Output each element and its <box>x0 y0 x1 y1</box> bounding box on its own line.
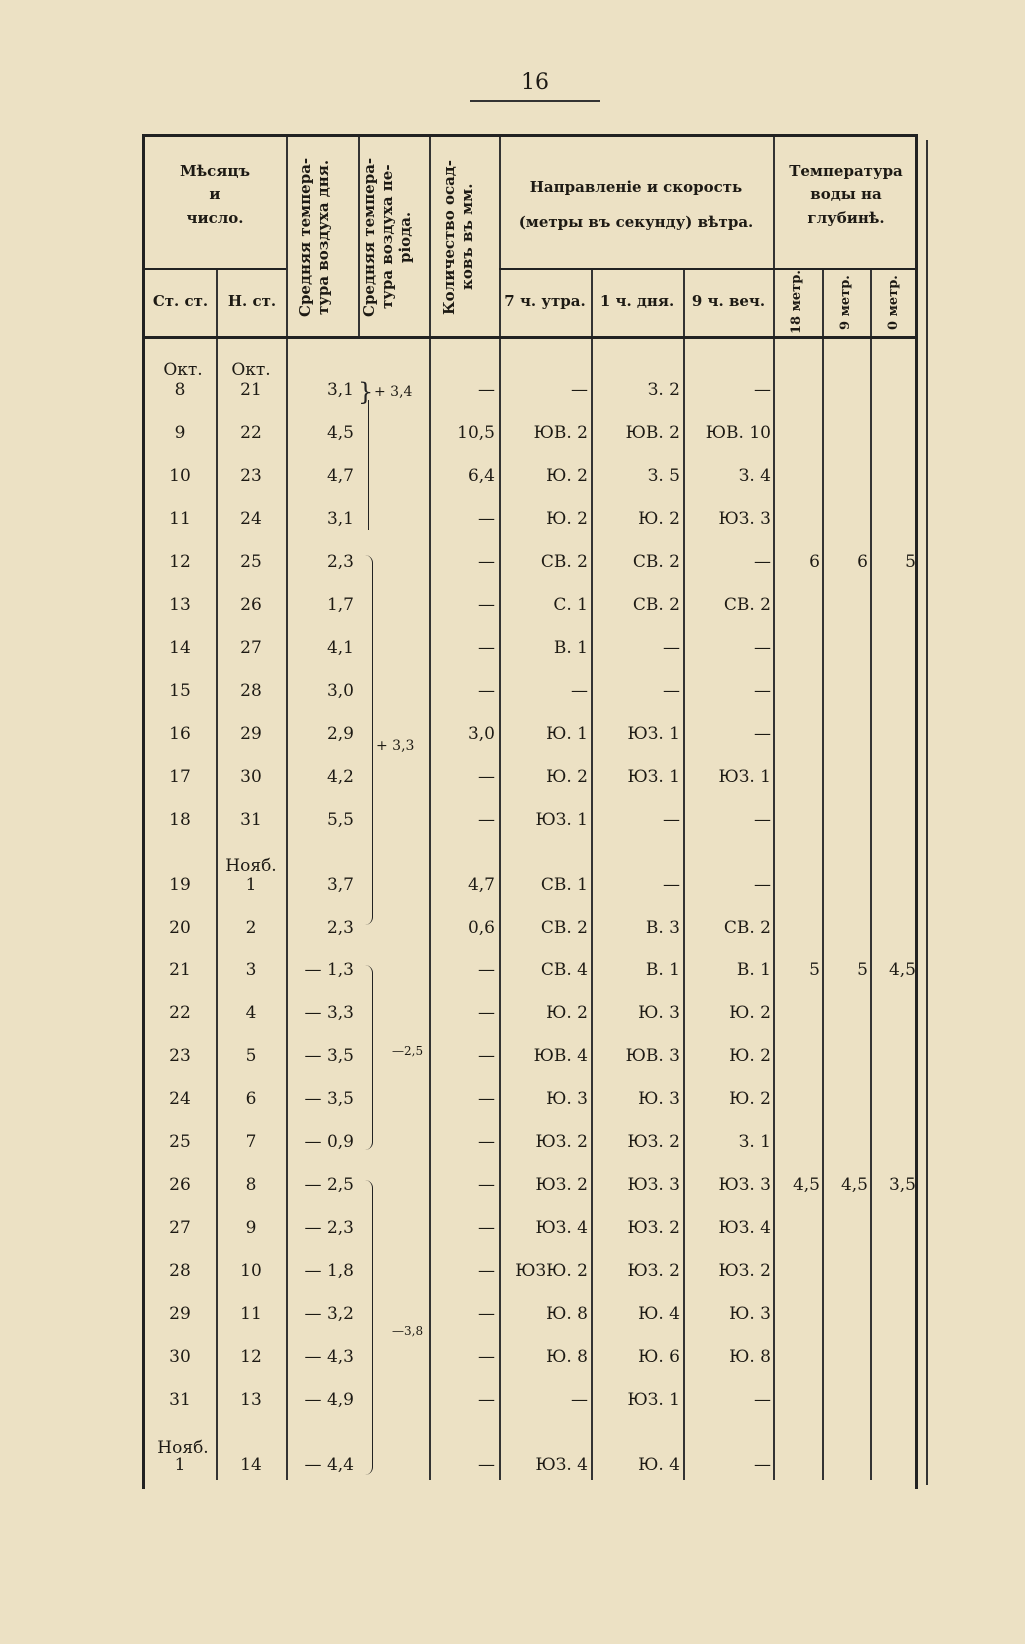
cell-wind-7: СВ. 4 <box>540 960 588 980</box>
cell-wind-1: З. 5 <box>647 466 680 486</box>
cell-old-day: 28 <box>169 1261 191 1281</box>
cell-depth-9: 5 <box>857 960 868 980</box>
cell-daily-temp: 5,5 <box>326 810 354 830</box>
cell-new-day: 14 <box>240 1455 262 1475</box>
cell-depth-18: 5 <box>809 960 820 980</box>
cell-wind-7: ЮЗЮ. 2 <box>515 1261 588 1281</box>
header-bottom-rule <box>142 336 918 339</box>
cell-daily-temp: 4,1 <box>326 638 354 658</box>
cell-precip: — <box>478 1218 495 1238</box>
cell-depth-18: 6 <box>809 552 820 572</box>
cell-daily-temp: — 2,5 <box>304 1175 354 1195</box>
cell-precip: — <box>478 509 495 529</box>
cell-old-day: 12 <box>169 552 191 572</box>
cell-wind-7: В. 1 <box>553 638 588 658</box>
cell-daily-temp: — 3,5 <box>304 1089 354 1109</box>
cell-old-day: 21 <box>169 960 191 980</box>
cell-precip: — <box>478 960 495 980</box>
cell-daily-temp: 3,1 <box>326 509 354 529</box>
cell-wind-7: Ю. 8 <box>546 1347 588 1367</box>
cell-old-day: 24 <box>169 1089 191 1109</box>
cell-new-day: 29 <box>240 724 262 744</box>
cell-wind-1: СВ. 2 <box>632 552 680 572</box>
cell-old-day: 26 <box>169 1175 191 1195</box>
page-number-rule <box>470 100 600 102</box>
cell-wind-7: — <box>571 1390 588 1410</box>
cell-wind-7: ЮЗ. 4 <box>535 1455 588 1475</box>
cell-daily-temp: 3,0 <box>326 681 354 701</box>
cell-wind-1: — <box>663 681 680 701</box>
cell-wind-9: — <box>754 1390 771 1410</box>
cell-old-day: 20 <box>169 918 191 938</box>
cell-daily-temp: — 1,3 <box>304 960 354 980</box>
cell-wind-9: — <box>754 1455 771 1475</box>
cell-wind-9: ЮЗ. 3 <box>718 1175 771 1195</box>
cell-new-day: 22 <box>240 423 262 443</box>
cell-daily-temp: 4,5 <box>326 423 354 443</box>
cell-wind-1: — <box>663 810 680 830</box>
cell-new-day: 3 <box>245 960 257 980</box>
cell-old-day: 31 <box>169 1390 191 1410</box>
month-label-old-oct: Окт. <box>163 360 203 380</box>
period-brace <box>356 1180 373 1475</box>
cell-precip: — <box>478 1089 495 1109</box>
cell-wind-9: Ю. 8 <box>729 1347 771 1367</box>
cell-daily-temp: — 3,2 <box>304 1304 354 1324</box>
header-old-style: Ст. ст. <box>152 292 209 310</box>
header-depth-0: 0 метр. <box>886 275 901 331</box>
cell-wind-9: ЮЗ. 4 <box>718 1218 771 1238</box>
cell-new-day: 6 <box>245 1089 257 1109</box>
cell-wind-1: ЮЗ. 2 <box>627 1261 680 1281</box>
month-label-new-oct: Окт. <box>231 360 271 380</box>
cell-wind-1: ЮЗ. 2 <box>627 1132 680 1152</box>
cell-wind-9: Ю. 2 <box>729 1003 771 1023</box>
cell-new-day: 25 <box>240 552 262 572</box>
cell-daily-temp: — 0,9 <box>304 1132 354 1152</box>
cell-wind-1: ЮВ. 3 <box>625 1046 680 1066</box>
cell-daily-temp: — 1,8 <box>304 1261 354 1281</box>
cell-wind-7: СВ. 2 <box>540 918 588 938</box>
cell-precip: 4,7 <box>467 875 495 895</box>
cell-wind-7: СВ. 1 <box>540 875 588 895</box>
header-depth-18: 18 метр. <box>789 270 804 334</box>
cell-depth-18: 4,5 <box>792 1175 820 1195</box>
col-line <box>822 268 824 1480</box>
cell-old-day: 23 <box>169 1046 191 1066</box>
cell-wind-9: СВ. 2 <box>723 918 771 938</box>
cell-wind-1: ЮВ. 2 <box>625 423 680 443</box>
cell-new-day: 10 <box>240 1261 262 1281</box>
cell-daily-temp: 3,7 <box>326 875 354 895</box>
cell-new-day: 13 <box>240 1390 262 1410</box>
cell-old-day: 27 <box>169 1218 191 1238</box>
cell-wind-9: — <box>754 638 771 658</box>
cell-wind-7: Ю. 1 <box>546 724 588 744</box>
cell-wind-9: ЮЗ. 3 <box>718 509 771 529</box>
period-brace <box>356 555 373 925</box>
period-average: + 3,4 <box>374 384 413 400</box>
header-subrule-wind <box>499 268 773 270</box>
cell-new-day: 27 <box>240 638 262 658</box>
cell-daily-temp: 2,3 <box>326 918 354 938</box>
header-wind: Направленіе и скорость (метры въ секунду) вѣтра. <box>518 178 754 231</box>
period-average: + 3,3 <box>376 738 415 754</box>
cell-wind-9: В. 1 <box>736 960 771 980</box>
cell-daily-temp: — 4,4 <box>304 1455 354 1475</box>
cell-precip: 3,0 <box>467 724 495 744</box>
period-brace <box>356 965 373 1150</box>
cell-wind-9: — <box>754 810 771 830</box>
cell-wind-9: Ю. 2 <box>729 1089 771 1109</box>
cell-new-day: 11 <box>240 1304 262 1324</box>
col-line <box>683 268 685 1480</box>
cell-new-day: 21 <box>240 380 262 400</box>
cell-wind-7: ЮЗ. 2 <box>535 1132 588 1152</box>
cell-wind-7: ЮВ. 4 <box>533 1046 588 1066</box>
cell-wind-1: ЮЗ. 2 <box>627 1218 680 1238</box>
cell-wind-7: Ю. 2 <box>546 1003 588 1023</box>
cell-wind-1: СВ. 2 <box>632 595 680 615</box>
cell-old-day: 15 <box>169 681 191 701</box>
cell-daily-temp: — 4,3 <box>304 1347 354 1367</box>
cell-wind-1: Ю. 3 <box>638 1089 680 1109</box>
cell-depth-0: 5 <box>905 552 916 572</box>
cell-wind-1: Ю. 3 <box>638 1003 680 1023</box>
cell-wind-9: ЮЗ. 1 <box>718 767 771 787</box>
cell-wind-1: Ю. 4 <box>638 1304 680 1324</box>
cell-old-day: 9 <box>174 423 186 443</box>
cell-precip: — <box>478 1175 495 1195</box>
cell-wind-7: Ю. 2 <box>546 466 588 486</box>
cell-daily-temp: 2,3 <box>326 552 354 572</box>
cell-precip: — <box>478 1455 495 1475</box>
header-subrule-left <box>142 268 286 270</box>
cell-wind-1: ЮЗ. 1 <box>627 724 680 744</box>
cell-wind-1: В. 3 <box>645 918 680 938</box>
table-frame-outer-right <box>926 140 928 1485</box>
month-label-new-nov: Нояб. <box>225 856 277 876</box>
header-wind-1: 1 ч. дня. <box>599 292 675 310</box>
cell-old-day: 16 <box>169 724 191 744</box>
cell-wind-9: — <box>754 724 771 744</box>
cell-old-day: 10 <box>169 466 191 486</box>
header-new-style: Н. ст. <box>227 292 277 310</box>
cell-wind-1: ЮЗ. 1 <box>627 767 680 787</box>
cell-new-day: 4 <box>245 1003 257 1023</box>
cell-wind-7: — <box>571 380 588 400</box>
cell-daily-temp: — 3,5 <box>304 1046 354 1066</box>
cell-wind-9: — <box>754 875 771 895</box>
cell-daily-temp: 1,7 <box>326 595 354 615</box>
period-average: —3,8 <box>392 1324 424 1338</box>
cell-new-day: 8 <box>245 1175 257 1195</box>
cell-old-day: 25 <box>169 1132 191 1152</box>
cell-precip: — <box>478 1003 495 1023</box>
period-average: —2,5 <box>392 1044 424 1058</box>
cell-new-day: 26 <box>240 595 262 615</box>
cell-new-day: 31 <box>240 810 262 830</box>
cell-precip: — <box>478 767 495 787</box>
cell-new-day: 7 <box>245 1132 257 1152</box>
cell-old-day: 22 <box>169 1003 191 1023</box>
period-brace: } <box>358 378 374 406</box>
cell-precip: — <box>478 1261 495 1281</box>
cell-old-day: 30 <box>169 1347 191 1367</box>
cell-wind-7: ЮЗ. 1 <box>535 810 588 830</box>
cell-old-day: 19 <box>169 875 191 895</box>
cell-wind-9: — <box>754 552 771 572</box>
cell-wind-7: Ю. 3 <box>546 1089 588 1109</box>
cell-wind-9: ЮЗ. 2 <box>718 1261 771 1281</box>
cell-precip: — <box>478 1390 495 1410</box>
cell-new-day: 1 <box>245 875 257 895</box>
cell-new-day: 12 <box>240 1347 262 1367</box>
cell-daily-temp: — 4,9 <box>304 1390 354 1410</box>
cell-wind-7: — <box>571 681 588 701</box>
cell-wind-7: ЮВ. 2 <box>533 423 588 443</box>
cell-precip: — <box>478 638 495 658</box>
cell-precip: 10,5 <box>457 423 495 443</box>
cell-wind-9: ЮВ. 10 <box>705 423 771 443</box>
cell-wind-7: С. 1 <box>553 595 588 615</box>
cell-precip: — <box>478 1347 495 1367</box>
cell-daily-temp: 4,2 <box>326 767 354 787</box>
month-label-old-nov: Нояб. <box>157 1438 209 1458</box>
cell-precip: 6,4 <box>467 466 495 486</box>
cell-wind-1: ЮЗ. 1 <box>627 1390 680 1410</box>
cell-new-day: 5 <box>245 1046 257 1066</box>
cell-new-day: 24 <box>240 509 262 529</box>
cell-new-day: 28 <box>240 681 262 701</box>
cell-old-day: 18 <box>169 810 191 830</box>
cell-old-day: 11 <box>169 509 191 529</box>
cell-wind-7: ЮЗ. 2 <box>535 1175 588 1195</box>
header-period-temp: Средняя темпера- тура воздуха пе- ріода. <box>360 157 414 317</box>
cell-precip: 0,6 <box>467 918 495 938</box>
cell-precip: — <box>478 380 495 400</box>
period-brace <box>358 400 369 530</box>
cell-wind-1: ЮЗ. 3 <box>627 1175 680 1195</box>
cell-wind-9: СВ. 2 <box>723 595 771 615</box>
cell-new-day: 30 <box>240 767 262 787</box>
cell-daily-temp: 4,7 <box>326 466 354 486</box>
cell-precip: — <box>478 810 495 830</box>
cell-wind-9: — <box>754 380 771 400</box>
cell-wind-7: Ю. 2 <box>546 509 588 529</box>
header-daily-temp: Средняя темпера- тура воздуха дня. <box>296 157 332 317</box>
cell-wind-9: — <box>754 681 771 701</box>
cell-depth-0: 4,5 <box>888 960 916 980</box>
cell-depth-9: 6 <box>857 552 868 572</box>
cell-wind-1: Ю. 4 <box>638 1455 680 1475</box>
cell-wind-7: Ю. 8 <box>546 1304 588 1324</box>
cell-wind-1: — <box>663 875 680 895</box>
cell-wind-9: Ю. 2 <box>729 1046 771 1066</box>
cell-wind-9: Ю. 3 <box>729 1304 771 1324</box>
col-line <box>591 268 593 1480</box>
cell-precip: — <box>478 552 495 572</box>
cell-wind-1: З. 2 <box>647 380 680 400</box>
cell-wind-9: З. 4 <box>738 466 771 486</box>
cell-daily-temp: — 3,3 <box>304 1003 354 1023</box>
cell-precip: — <box>478 681 495 701</box>
cell-old-day: 8 <box>174 380 186 400</box>
header-depth-9: 9 метр. <box>838 275 853 331</box>
page-number: 16 <box>521 70 549 95</box>
cell-wind-1: — <box>663 638 680 658</box>
cell-old-day: 29 <box>169 1304 191 1324</box>
cell-wind-1: Ю. 2 <box>638 509 680 529</box>
cell-wind-1: Ю. 6 <box>638 1347 680 1367</box>
cell-wind-1: В. 1 <box>645 960 680 980</box>
cell-precip: — <box>478 1046 495 1066</box>
cell-old-day: 13 <box>169 595 191 615</box>
cell-depth-9: 4,5 <box>840 1175 868 1195</box>
cell-daily-temp: 2,9 <box>326 724 354 744</box>
header-water-temp: Температура воды на глубинѣ. <box>789 162 903 227</box>
header-wind-7: 7 ч. утра. <box>504 292 586 310</box>
header-month-day: Мѣсяцъ и число. <box>180 162 250 227</box>
cell-depth-0: 3,5 <box>888 1175 916 1195</box>
cell-old-day: 17 <box>169 767 191 787</box>
cell-daily-temp: — 2,3 <box>304 1218 354 1238</box>
cell-new-day: 9 <box>245 1218 257 1238</box>
cell-wind-7: Ю. 2 <box>546 767 588 787</box>
cell-daily-temp: 3,1 <box>326 380 354 400</box>
cell-wind-7: СВ. 2 <box>540 552 588 572</box>
header-wind-9: 9 ч. веч. <box>691 292 766 310</box>
cell-precip: — <box>478 1304 495 1324</box>
cell-new-day: 23 <box>240 466 262 486</box>
cell-wind-9: З. 1 <box>738 1132 771 1152</box>
cell-wind-7: ЮЗ. 4 <box>535 1218 588 1238</box>
col-line <box>870 268 872 1480</box>
cell-old-day: 14 <box>169 638 191 658</box>
cell-new-day: 2 <box>245 918 257 938</box>
cell-precip: — <box>478 1132 495 1152</box>
header-precip: Количество осад- ковъ въ мм. <box>440 159 476 315</box>
cell-old-day: 1 <box>174 1455 186 1475</box>
cell-precip: — <box>478 595 495 615</box>
